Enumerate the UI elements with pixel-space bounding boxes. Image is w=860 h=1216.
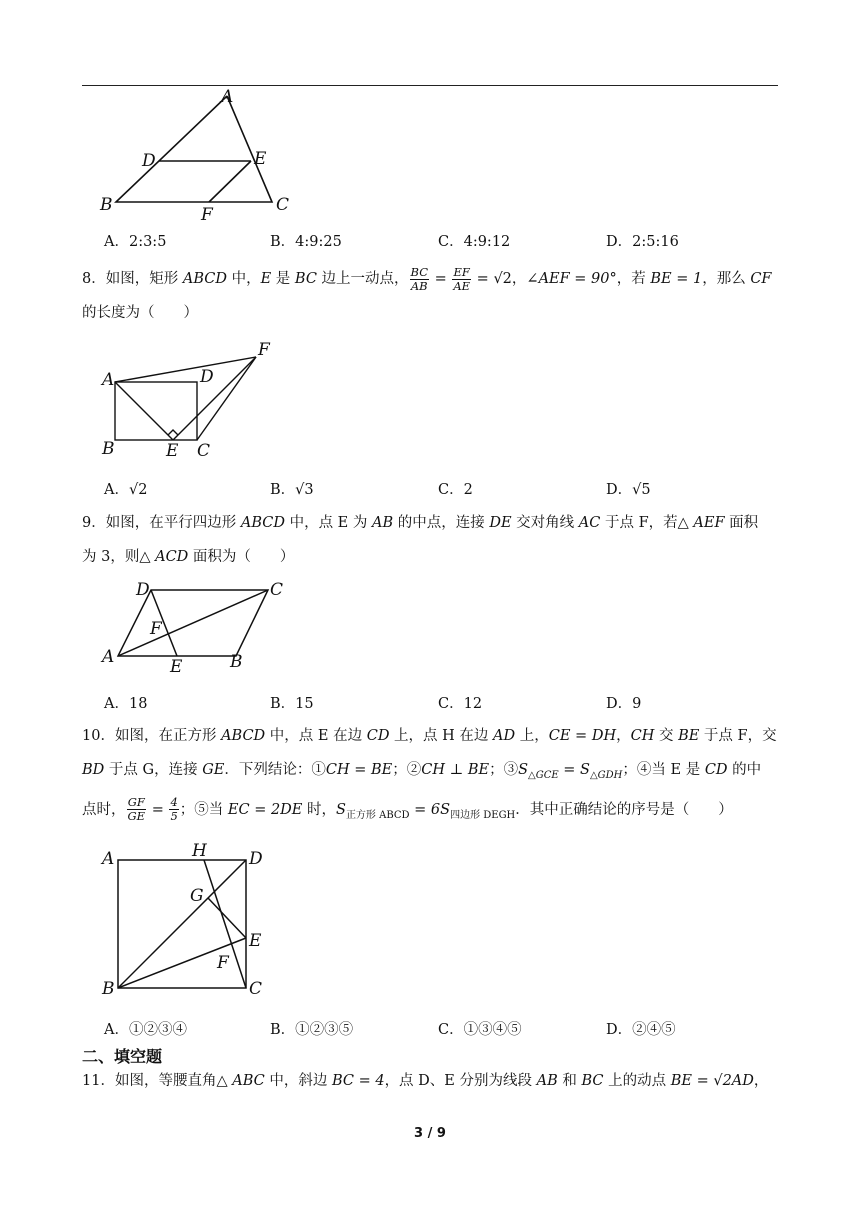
q10-label-a: A xyxy=(102,849,115,869)
q10-label-b: B xyxy=(102,979,115,999)
q9-option-b[interactable]: B．15 xyxy=(270,696,314,712)
q8-label-c: C xyxy=(197,441,211,461)
q7-option-b[interactable]: B．4:9:25 xyxy=(270,234,342,250)
q10-label-d: D xyxy=(249,849,263,869)
q9-figure xyxy=(96,576,296,676)
q8-fraction-bc-ab: $\frac{BC}{AB}$ xyxy=(410,264,428,293)
q9-label-f: F xyxy=(150,619,162,639)
q7-label-d: D xyxy=(142,151,156,171)
q9-options xyxy=(104,692,784,714)
q9-label-d: D xyxy=(136,580,150,600)
q10-figure xyxy=(96,838,286,1004)
q10-label-h: H xyxy=(192,841,207,861)
q7-option-a[interactable]: A．2:3:5 xyxy=(104,234,167,250)
q10-label-c: C xyxy=(249,979,263,999)
q10-label-e: E xyxy=(249,931,262,951)
q8-label-f: F xyxy=(258,340,270,360)
q7-label-c: C xyxy=(276,195,290,215)
q7-label-b: B xyxy=(100,195,113,215)
page-number: 3 / 9 xyxy=(414,1126,446,1141)
q7-option-d[interactable]: D．2:5:16 xyxy=(606,234,679,250)
q9-option-c[interactable]: C．12 xyxy=(438,696,483,712)
q9-option-d[interactable]: D．9 xyxy=(606,696,642,712)
question-8: 8．如图，矩形 ABCD 中，E 是 BC 边上一动点， $\frac{BC}{AB}$ = $\frac{EF}{AE}$ = √2，∠AEF = 90°，若 BE = 1，那么 CF 的长度为（ ） xyxy=(82,264,772,321)
q10-fraction-gf-ge: $\frac{GF}{GE}$ xyxy=(127,795,146,824)
q8-label-b: B xyxy=(102,439,115,459)
q8-option-a[interactable]: A．√2 xyxy=(104,482,148,498)
q8-figure xyxy=(96,340,286,462)
q7-figure xyxy=(96,86,306,226)
question-11: 11．如图，等腰直角△ ABC 中，斜边 BC = 4，点 D、E 分别为线段 AB 和 BC 上的动点 BE = √2AD， xyxy=(82,1073,769,1089)
q7-option-c[interactable]: C．4:9:12 xyxy=(438,234,511,250)
q7-label-e: E xyxy=(254,149,267,169)
q8-options xyxy=(104,478,784,500)
q9-option-a[interactable]: A．18 xyxy=(104,696,148,712)
q8-label-a: A xyxy=(102,370,115,390)
question-10: 10．如图，在正方形 ABCD 中，点 E 在边 CD 上，点 H 在边 AD 上，CE = DH，CH 交 BE 于点 F，交 BD 于点 G，连接 GE．下列结论：①CH = BE；②CH ⊥ BE；$③S_{\triangle GCE} = S_{\triangle GDH}$；④当 E 是 CD 的中 点时， $\frac{GF}{GE}$ = $\frac{4}{5}$ ；⑤当 EC = 2DE 时，$S_{正方形 ABCD} = 6S_{四边形 DEGH}$．其中正确结论的序号是（ ） xyxy=(82,728,777,824)
q8-option-c[interactable]: C．2 xyxy=(438,482,473,498)
q8-option-d[interactable]: D．√5 xyxy=(606,482,651,498)
q8-fraction-ef-ae: $\frac{EF}{AE}$ xyxy=(453,264,471,293)
q8-label-e: E xyxy=(166,441,179,461)
q10-label-f: F xyxy=(217,953,229,973)
q7-label-f: F xyxy=(201,205,213,225)
question-9: 9．如图，在平行四边形 ABCD 中，点 E 为 AB 的中点，连接 DE 交对角线 AC 于点 F，若△ AEF 面积 为 3，则△ ACD 面积为（ ） xyxy=(82,515,759,565)
q10-option-a[interactable]: A．①②③④ xyxy=(104,1022,187,1038)
q7-options xyxy=(104,230,784,252)
q9-label-a: A xyxy=(102,647,115,667)
q9-label-b: B xyxy=(230,652,243,672)
q10-option-d[interactable]: D．②④⑤ xyxy=(606,1022,676,1038)
q10-option-c[interactable]: C．①③④⑤ xyxy=(438,1022,522,1038)
q9-label-c: C xyxy=(270,580,284,600)
q10-label-g: G xyxy=(190,886,204,906)
q10-options xyxy=(104,1018,784,1040)
q7-label-a: A xyxy=(221,87,234,107)
q8-option-b[interactable]: B．√3 xyxy=(270,482,314,498)
section-heading-fill-in: 二、填空题 xyxy=(82,1047,163,1066)
q10-fraction-4-5: $\frac{4}{5}$ xyxy=(170,795,178,824)
q10-option-b[interactable]: B．①②③⑤ xyxy=(270,1022,354,1038)
q9-label-e: E xyxy=(170,657,183,677)
q8-label-d: D xyxy=(200,367,214,387)
